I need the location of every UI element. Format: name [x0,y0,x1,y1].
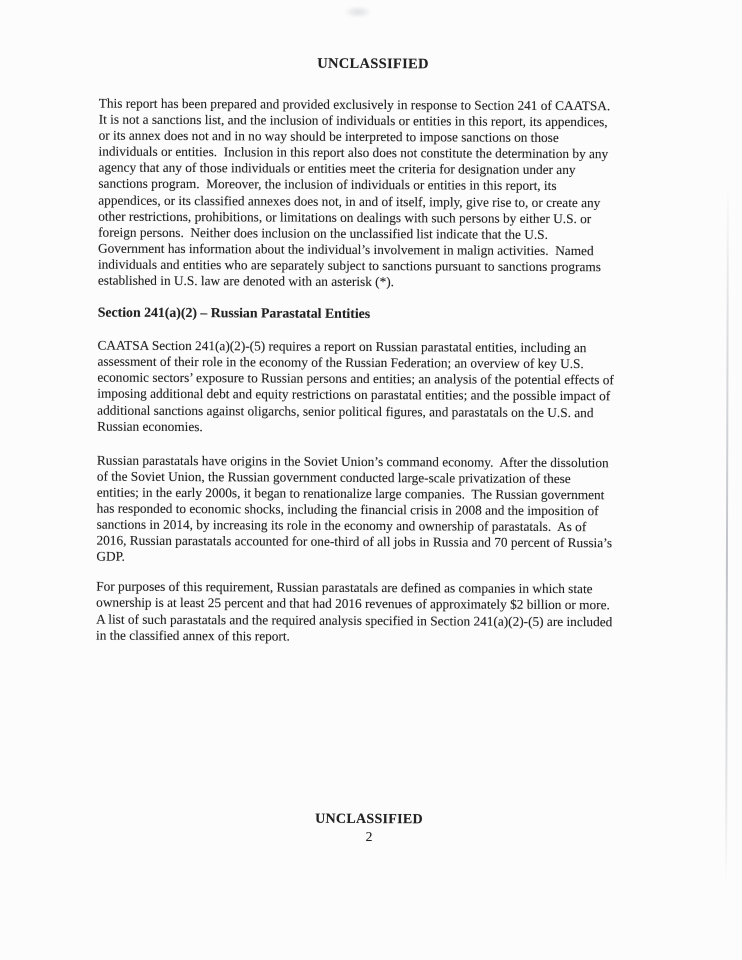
parastatal-definition-paragraph [96,579,741,647]
text-line: ownership is at least 25 percent and that had 2016 revenues of approximately $2 billion or more. [96,595,610,613]
text-line: individuals and entities who are separately subject to sanctions pursuant to sanctions programs [97,256,601,275]
text-line: imposing additional debt and equity restrictions on parastatal entities; and the possible impact of [97,385,611,404]
classification-footer: UNCLASSIFIED [315,811,424,828]
text-line: CAATSA Section 241(a)(2)-(5) requires a report on Russian parastatal entities, including an [97,337,587,356]
text-line: foreign persons. Neither does inclusion on the unclassified list indicate that the U.S. [98,224,548,242]
text-line: has responded to economic shocks, including the financial crisis in 2008 and the imposition of [96,500,599,519]
intro-paragraph [98,96,742,292]
text-line: Russian economies. [97,418,203,434]
text-line: For purposes of this requirement, Russian parastatals are defined as companies in which state [96,578,593,597]
page-footer [95,811,643,846]
text-line: Government has information about the individual’s involvement in malign activities. Named [98,240,594,259]
parastatal-history-paragraph [96,452,742,568]
text-line: sanctions program. Moreover, the inclusion of individuals or entities in this report, its [98,176,557,194]
text-line: agency that any of those individuals or entities meet the criteria for designation under any [98,159,576,178]
text-line: economic sectors’ exposure to Russian persons and entities; an analysis of the potential effects of [97,369,614,388]
text-line: 2016, Russian parastatals accounted for one-third of all jobs in Russia and 70 percent of Russia’s [96,532,613,551]
text-line: Russian parastatals have origins in the Soviet Union’s command economy. After the dissolution [96,452,609,470]
text-line: sanctions in 2014, by increasing its role in the economy and ownership of parastatals. As of [96,516,587,535]
text-line: individuals or entities. Inclusion in this report also does not constitute the determination by any [98,143,609,162]
text-line: A list of such parastatals and the required analysis specified in Section 241(a)(2)-(5) are included [96,611,613,629]
text-line: It is not a sanctions list, and the inclusion of individuals or entities in this report, its appendices, [98,111,608,130]
text-line: assessment of their role in the economy of the Russian Federation; an overview of key U.S. [97,353,584,372]
text-line: This report has been prepared and provided exclusively in response to Section 241 of CAATSA. [98,95,611,114]
scan-smudge-artifact [344,6,372,18]
classification-header: UNCLASSIFIED [317,55,429,73]
text-line: or its annex does not and in no way should be interpreted to impose sanctions on those [98,127,559,146]
text-line: entities; in the early 2000s, it began to renationalize large companies. The Russian government [96,484,605,503]
text-line: of the Soviet Union, the Russian government conducted large-scale privatization of these [96,468,571,486]
text-line: additional sanctions against oligarchs, senior political figures, and parastatals on the U.S. and [97,402,594,420]
text-line: other restrictions, prohibitions, or limitations on dealings with such persons by either U.S. or [98,208,592,226]
text-line: GDP. [96,548,125,564]
text-line: established in U.S. law are denoted with an asterisk (*). [97,272,395,290]
page-number: 2 [365,828,373,845]
caatsa-requirement-paragraph [97,338,742,438]
text-line: appendices, or its classified annexes does not, in and of itself, imply, give rise to, or create any [98,192,601,210]
text-line: in the classified annex of this report. [95,627,290,644]
section-heading: Section 241(a)(2) – Russian Parastatal Entities [97,304,371,322]
